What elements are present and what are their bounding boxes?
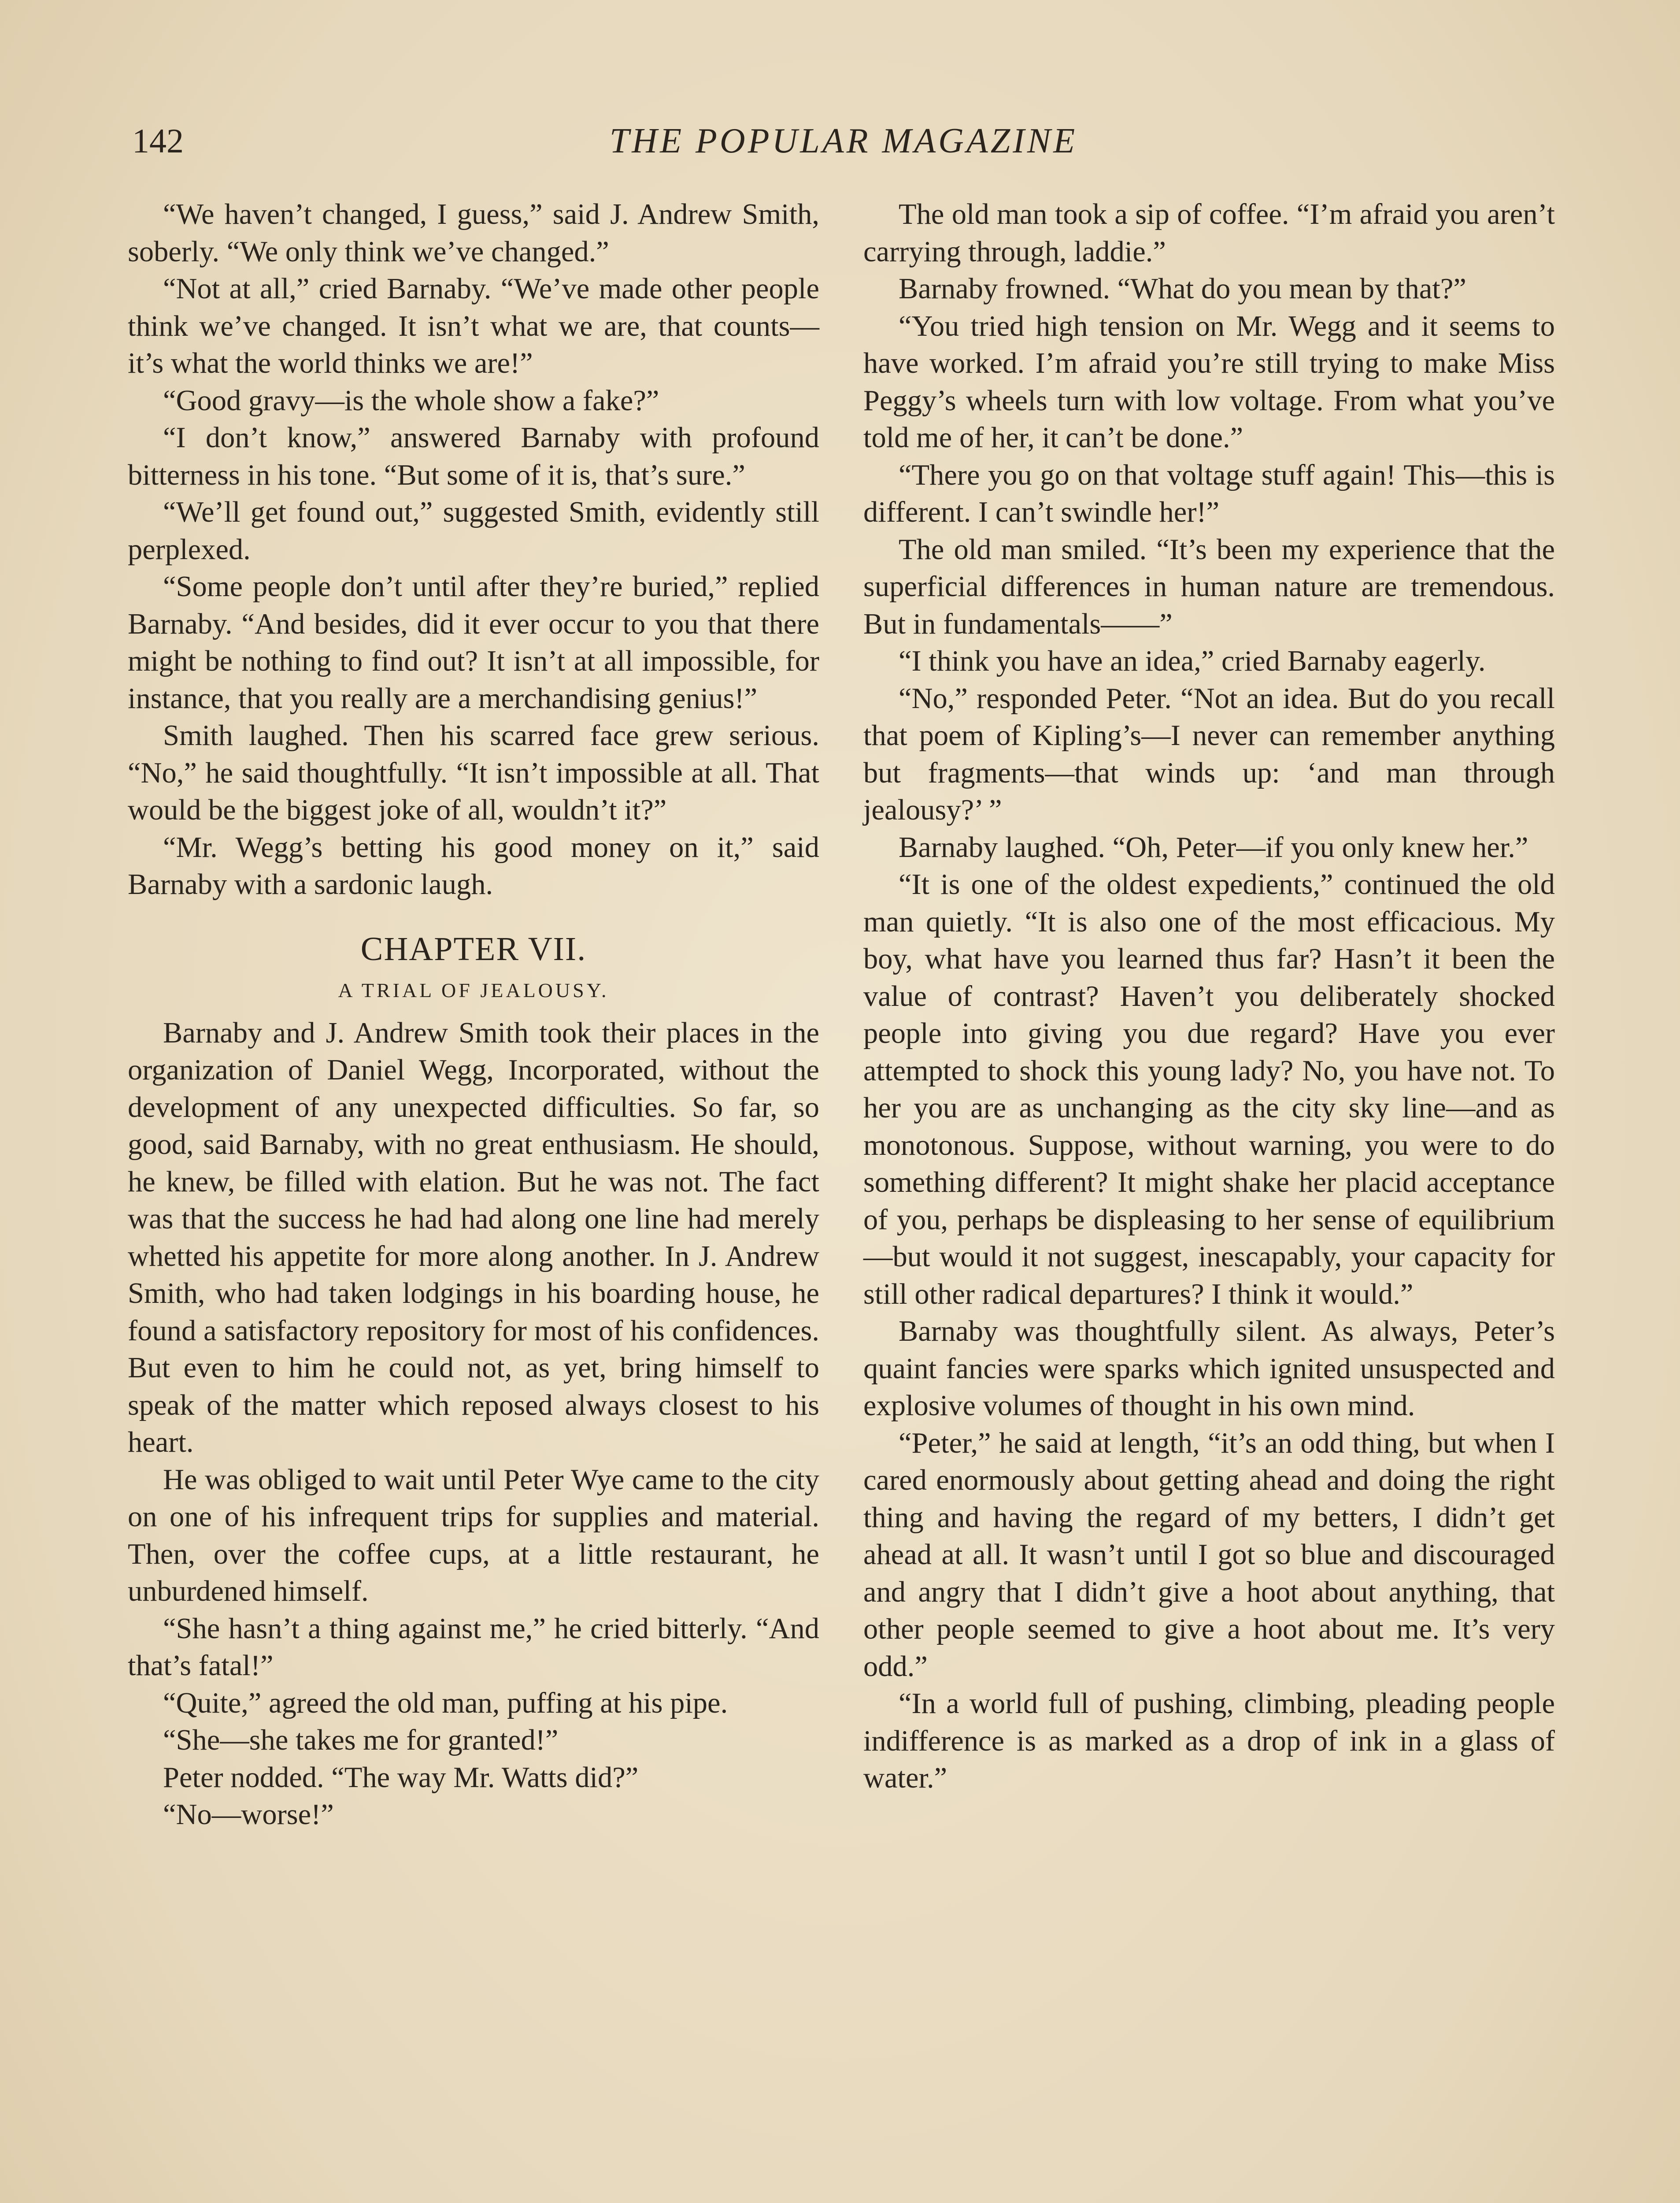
paragraph: Barnaby frowned. “What do you mean by that?” [899,273,1466,305]
paragraph: “I don’t know,” answered Barnaby with profound bitterness in his tone. “But some of it is, that’s sure.” [128,422,819,491]
page-number: 142 [132,122,184,160]
paragraph: “Good gravy—is the whole show a fake?” [163,384,659,417]
paragraph: “She hasn’t a thing against me,” he cried bitterly. “And that’s fatal!” [128,1612,819,1682]
paragraph: “Not at all,” cried Barnaby. “We’ve made other people think we’ve changed. It isn’t what we are, that counts—it’s what the world thinks we are!” [128,273,819,379]
paragraph: “No—worse!” [163,1799,334,1831]
page-header [132,117,1555,165]
paragraph: “Mr. Wegg’s betting his good money on it,” said Barnaby with a sardonic laugh. [128,831,819,901]
chapter-subtitle: A TRIAL OF JEALOUSY. [338,979,609,1001]
paragraph: Barnaby and J. Andrew Smith took their places in the organization of Daniel Wegg, Incorporated, without the development of any unexpected difficulties. So far, so good, said Barnaby, with no great enthusiasm. He should, he knew, be filled with elation. But he was not. The fact was that the success he had had along one line had merely whetted his appetite for more along another. In J. Andrew Smith, who had taken lodgings in his boarding house, he found a satisfactory repository for most of his confidences. But even to him he could not, as yet, bring himself to speak of the matter which reposed always closest to his heart. [128,1016,819,1458]
chapter-title: CHAPTER VII. [360,930,587,968]
paragraph: The old man smiled. “It’s been my experience that the superficial differences in human nature are tremendous. But in fundamentals——” [863,533,1555,640]
left-column [128,196,819,1834]
right-column [863,196,1555,1797]
paragraph: “You tried high tension on Mr. Wegg and it seems to have worked. I’m afraid you’re still trying to make Miss Peggy’s wheels turn with low voltage. From what you’ve told me of her, it can’t be done.” [863,310,1555,454]
paragraph: “Peter,” he said at length, “it’s an odd thing, but when I cared enormously about getting ahead and doing the right thing and having the regard of my betters, I didn’t get ahead at all. It wasn’t until I got so blue and discouraged and angry that I didn’t give a hoot about anything, that other people seemed to give a hoot about me. It’s very odd.” [863,1427,1555,1683]
paragraph: “It is one of the oldest expedients,” continued the old man quietly. “It is also one of the most efficacious. My boy, what have you learned thus far? Hasn’t it been the value of contrast? Haven’t you deliberately shocked people into giving you due regard? Have you ever attempted to shock this young lady? No, you have not. To her you are as unchanging as the city sky line—and as monotonous. Suppose, without warning, you were to do something different? It might shake her placid acceptance of you, perhaps be displeasing to her sense of equilibrium—but would it not suggest, inescapably, your capacity for still other radical departures? I think it would.” [863,868,1555,1310]
paragraph: Peter nodded. “The way Mr. Watts did?” [163,1761,639,1794]
paragraph: Barnaby was thoughtfully silent. As always, Peter’s quaint fancies were sparks which ignited unsuspected and explosive volumes of thought in his own mind. [863,1315,1555,1422]
paragraph: “In a world full of pushing, climbing, pleading people indifference is as marked as a drop of ink in a glass of water.” [863,1687,1555,1794]
paragraph: “We haven’t changed, I guess,” said J. Andrew Smith, soberly. “We only think we’ve changed.” [128,198,819,268]
paragraph: “I think you have an idea,” cried Barnaby eagerly. [899,645,1486,677]
paragraph: “She—she takes me for granted!” [163,1724,559,1756]
paragraph: Smith laughed. Then his scarred face grew serious. “No,” he said thoughtfully. “It isn’t impossible at all. That would be the biggest joke of all, wouldn’t it?” [128,719,819,826]
paragraph: “No,” responded Peter. “Not an idea. But do you recall that poem of Kipling’s—I never can remember anything but fragments—that winds up: ‘and man through jealousy?’ ” [863,682,1555,826]
paragraph: “We’ll get found out,” suggested Smith, evidently still perplexed. [128,496,819,566]
paragraph: Barnaby laughed. “Oh, Peter—if you only knew her.” [899,831,1528,864]
paragraph: “Some people don’t until after they’re buried,” replied Barnaby. “And besides, did it ever occur to you that there might be nothing to find out? It isn’t at all impossible, for instance, that you really are a merchandising genius!” [128,571,819,715]
paragraph: “There you go on that voltage stuff again! This—this is different. I can’t swindle her!” [863,459,1555,528]
paragraph: “Quite,” agreed the old man, puffing at his pipe. [163,1687,728,1719]
paragraph: He was obliged to wait until Peter Wye came to the city on one of his infrequent trips for supplies and material. Then, over the coffee cups, at a little restaurant, he unburdened himself. [128,1463,819,1607]
paragraph: The old man took a sip of coffee. “I’m afraid you aren’t carrying through, laddie.” [863,198,1555,268]
running-head: THE POPULAR MAGAZINE [609,122,1078,160]
